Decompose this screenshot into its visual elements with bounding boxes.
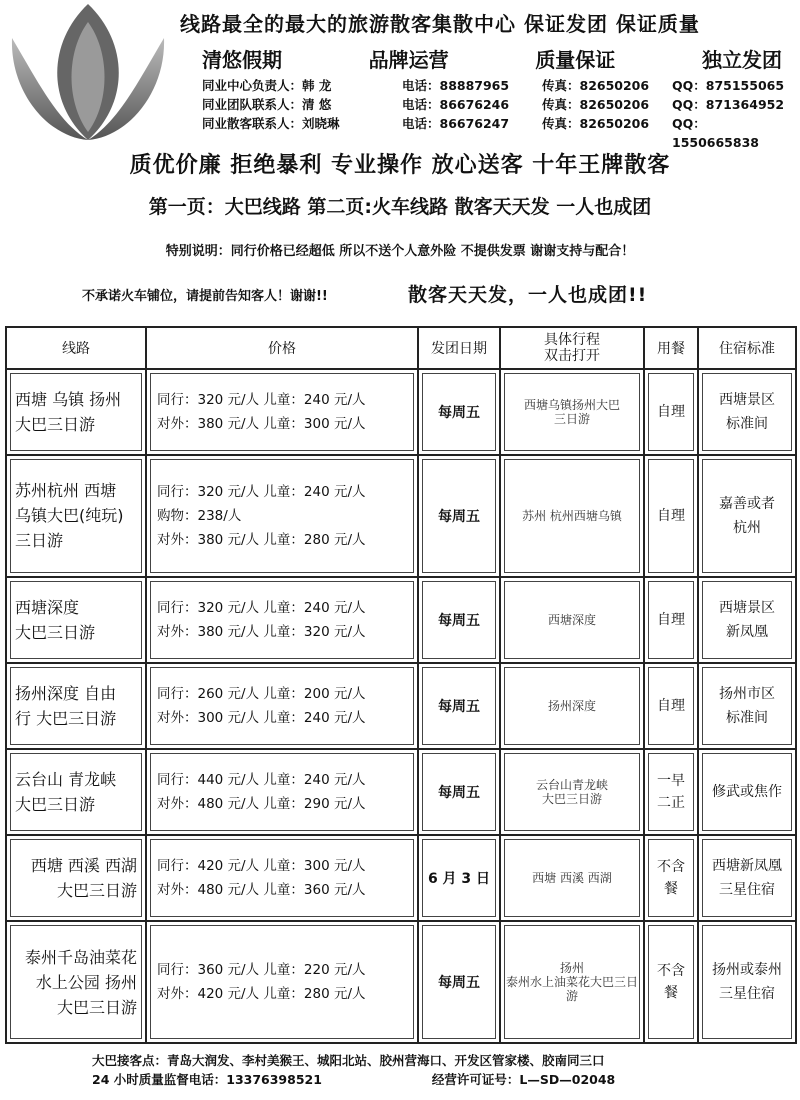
meal-line: 自理 <box>657 611 685 628</box>
price-line: 同行：320 元/人 儿童：240 元/人 <box>157 392 366 409</box>
route-line: 云台山 青龙峡 <box>15 770 117 789</box>
table-row <box>6 921 796 1043</box>
slogan-item: 独立发团 <box>701 48 782 72</box>
table-row <box>6 663 796 749</box>
departure-date: 每周五 <box>438 612 480 629</box>
col-header-meal: 用餐 <box>644 327 698 369</box>
departure-date: 每周五 <box>438 698 480 715</box>
route-line: 行 大巴三日游 <box>15 708 117 728</box>
route-line: 西塘深度 <box>15 597 80 617</box>
hotel-line: 三星住宿 <box>719 882 775 899</box>
schedule-line: 云台山青龙峡 <box>535 778 608 792</box>
hotel-line: 扬州或泰州 <box>712 962 782 979</box>
table-row <box>6 455 796 577</box>
departure-date: 每周五 <box>438 785 480 801</box>
schedule-header-l1: 具体行程 <box>544 332 600 348</box>
route-line: 水上公园 扬州 <box>35 972 137 992</box>
price-line: 对外：300 元/人 儿童：240 元/人 <box>157 709 366 726</box>
price-line: 同行：320 元/人 儿童：240 元/人 <box>157 483 366 500</box>
hotel-line: 西塘景区 <box>719 392 775 409</box>
hotel-line: 标准间 <box>726 709 768 726</box>
lotus-logo <box>8 2 168 142</box>
route-line: 乌镇大巴(纯玩) <box>15 506 124 526</box>
schedule-line: 三日游 <box>553 412 590 427</box>
hotel-line: 杭州 <box>733 519 761 536</box>
col-header-date: 发团日期 <box>418 327 500 369</box>
schedule-line: 西塘深度 <box>547 612 596 627</box>
contact-fax: 传真：82650206 <box>542 97 650 112</box>
hotel-line: 标准间 <box>726 416 768 433</box>
business-license: 经营许可证号：L—SD—02048 <box>431 1072 616 1087</box>
slogan-item: 质量保证 <box>535 48 616 72</box>
table-row <box>6 835 796 921</box>
contact-list <box>202 76 792 150</box>
schedule-line: 大巴三日游 <box>541 792 602 806</box>
hotel-line: 修武或焦作 <box>712 784 782 800</box>
header-title: 线路最全的最大的旅游散客集散中心 保证发团 保证质量 <box>180 12 700 36</box>
schedule-link[interactable] <box>504 839 640 917</box>
price-line: 对外：380 元/人 儿童：300 元/人 <box>157 416 366 433</box>
col-header-route: 线路 <box>6 327 146 369</box>
contact-row <box>202 76 792 95</box>
hotel-line: 西塘景区 <box>719 599 775 616</box>
pickup-points: 大巴接客点：青岛大润发、李村美猴王、城阳北站、胶州营海口、开发区管家楼、胶南同三口 <box>92 1053 605 1068</box>
table-row <box>6 749 796 835</box>
contact-row <box>202 114 792 150</box>
meal-line: 自理 <box>657 404 685 421</box>
contact-person: 同业散客联系人：刘晓琳 <box>202 116 340 131</box>
route-line: 西塘 乌镇 扬州 <box>15 390 122 410</box>
departure-date: 每周五 <box>438 975 480 992</box>
footer <box>92 1051 615 1089</box>
route-line: 三日游 <box>15 531 64 551</box>
hotel-line: 嘉善或者 <box>719 495 775 512</box>
schedule-line: 苏州 杭州西塘乌镇 <box>522 508 622 523</box>
price-line: 同行：420 元/人 儿童：300 元/人 <box>157 858 366 875</box>
meal-line: 餐 <box>664 985 678 1002</box>
price-line: 购物：238/人 <box>157 507 242 524</box>
schedule-link[interactable] <box>504 373 640 451</box>
route-line: 泰州千岛油菜花 <box>24 947 137 967</box>
departure-date: 6 月 3 日 <box>427 871 491 888</box>
slogan-item: 清悠假期 <box>202 48 282 72</box>
contact-qq: QQ：871364952 <box>672 97 785 112</box>
pages-line: 第一页：大巴线路 第二页:火车线路 散客天天发 一人也成团 <box>148 196 652 218</box>
slogan-item: 品牌运营 <box>368 48 449 72</box>
schedule-line: 西塘乌镇扬州大巴 <box>523 398 620 413</box>
meal-line: 自理 <box>657 507 685 524</box>
price-line: 对外：480 元/人 儿童：360 元/人 <box>157 882 366 899</box>
meal-line: 二正 <box>657 795 685 811</box>
train-notice: 不承诺火车铺位，请提前告知客人！谢谢!! <box>82 289 328 304</box>
route-line: 大巴三日游 <box>56 997 137 1017</box>
schedule-line: 西塘 西溪 西湖 <box>532 871 612 886</box>
contact-fax: 传真：82650206 <box>542 116 650 131</box>
route-line: 大巴三日游 <box>56 881 137 901</box>
contact-row <box>202 95 792 114</box>
schedule-link[interactable] <box>504 581 640 659</box>
schedule-line: 扬州 <box>559 961 584 976</box>
schedule-link[interactable] <box>504 459 640 573</box>
hotel-line: 扬州市区 <box>719 685 775 702</box>
meal-line: 不含 <box>657 963 685 980</box>
main-slogan: 质优价廉 拒绝暴利 专业操作 放心送客 十年王牌散客 <box>129 153 671 178</box>
price-line: 同行：440 元/人 儿童：240 元/人 <box>157 772 366 788</box>
contact-phone: 电话：86676247 <box>402 116 510 131</box>
meal-line: 不含 <box>657 859 685 876</box>
price-line: 对外：380 元/人 儿童：320 元/人 <box>157 623 366 640</box>
price-line: 对外：420 元/人 儿童：280 元/人 <box>157 986 366 1003</box>
price-line: 同行：320 元/人 儿童：240 元/人 <box>157 599 366 616</box>
contact-phone: 电话：88887965 <box>402 78 510 93</box>
quality-hotline: 24 小时质量监督电话：13376398521 <box>92 1072 322 1087</box>
col-header-schedule <box>500 327 644 369</box>
table-header-row <box>6 327 796 369</box>
hotel-line: 新凤凰 <box>726 623 768 640</box>
route-line: 苏州杭州 西塘 <box>15 481 117 501</box>
table-row <box>6 577 796 663</box>
contact-person: 同业团队联系人：清 悠 <box>202 97 332 112</box>
schedule-link[interactable] <box>504 753 640 831</box>
route-line: 大巴三日游 <box>15 415 96 435</box>
footer-row <box>92 1070 615 1089</box>
schedule-link[interactable] <box>504 925 640 1039</box>
meal-line: 自理 <box>657 697 685 714</box>
route-line: 扬州深度 自由 <box>15 683 117 703</box>
price-line: 同行：360 元/人 儿童：220 元/人 <box>157 962 366 979</box>
contact-phone: 电话：86676246 <box>402 97 510 112</box>
contact-fax: 传真：82650206 <box>542 78 650 93</box>
departure-date: 每周五 <box>438 508 480 525</box>
contact-person: 同业中心负责人：韩 龙 <box>202 78 332 93</box>
contact-qq: QQ：875155065 <box>672 78 785 93</box>
contact-qq: QQ：1550665838 <box>672 116 759 150</box>
route-line: 大巴三日游 <box>15 622 96 642</box>
price-line: 同行：260 元/人 儿童：200 元/人 <box>157 685 366 702</box>
schedule-line: 扬州深度 <box>547 698 596 713</box>
col-header-hotel: 住宿标准 <box>698 327 796 369</box>
hotel-line: 三星住宿 <box>719 986 775 1003</box>
departure-date: 每周五 <box>438 405 480 422</box>
route-line: 大巴三日游 <box>15 795 96 814</box>
schedule-line: 泰州水上油菜花大巴三日游 <box>505 975 638 1004</box>
brand-slogans <box>202 44 782 73</box>
schedule-header-l2: 双击打开 <box>544 348 600 364</box>
table-row <box>6 369 796 455</box>
route-table <box>5 326 797 1044</box>
daily-departure-notice: 散客天天发，一人也成团!! <box>408 284 648 306</box>
meal-line: 餐 <box>664 881 678 898</box>
price-line: 对外：380 元/人 儿童：280 元/人 <box>157 531 366 548</box>
price-line: 对外：480 元/人 儿童：290 元/人 <box>157 796 366 812</box>
meal-line: 一早 <box>657 773 685 789</box>
schedule-link[interactable] <box>504 667 640 745</box>
hotel-line: 西塘新凤凰 <box>712 858 782 875</box>
special-note: 特别说明：同行价格已经超低 所以不送个人意外险 不提供发票 谢谢支持与配合！ <box>165 244 635 259</box>
col-header-price: 价格 <box>146 327 418 369</box>
route-line: 西塘 西溪 西湖 <box>30 856 137 876</box>
